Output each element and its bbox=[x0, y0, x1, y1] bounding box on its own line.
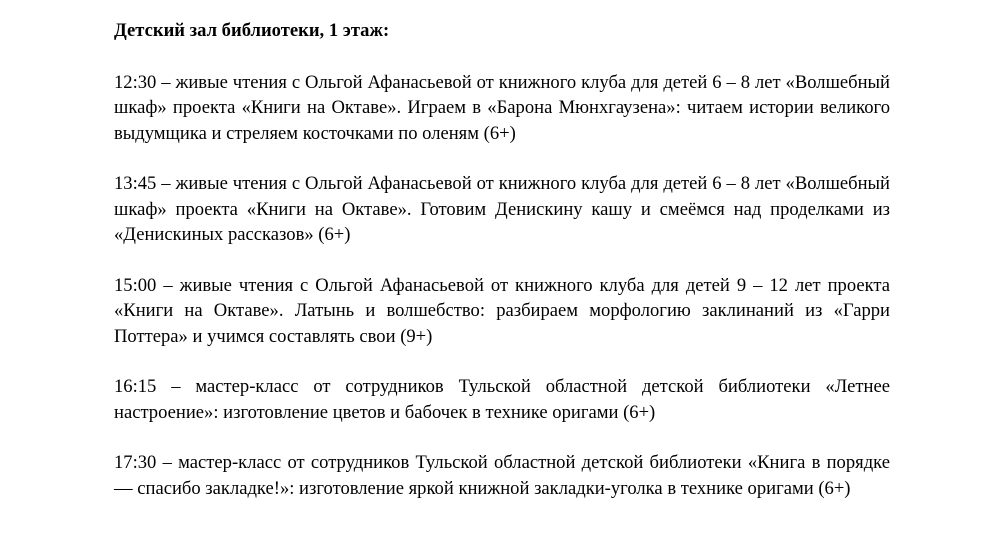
event-paragraph-1500: 15:00 – живые чтения с Ольгой Афанасьевой от книжного клуба для детей 9 – 12 лет проекта «Книги на Октаве». Латынь и волшебство: разбираем морфологию заклинаний из «Гарри Поттера» и учимся составлять свои (9+) bbox=[114, 274, 890, 347]
event-paragraph-1230: 12:30 – живые чтения с Ольгой Афанасьевой от книжного клуба для детей 6 – 8 лет «Волшебный шкаф» проекта «Книги на Октаве». Играем в «Барона Мюнхгаузена»: читаем истории великого выдумщика и стреляем косточками по оленям (6+) bbox=[114, 71, 890, 144]
section-heading: Детский зал библиотеки, 1 этаж: bbox=[114, 20, 390, 41]
document-page bbox=[114, 18, 890, 501]
event-paragraph-1730: 17:30 – мастер-класс от сотрудников Тульской областной детской библиотеки «Книга в порядке — спасибо закладке!»: изготовление яркой книжной закладки-уголка в технике оригами (6+) bbox=[114, 452, 890, 499]
event-paragraph-1345: 13:45 – живые чтения с Ольгой Афанасьевой от книжного клуба для детей 6 – 8 лет «Волшебный шкаф» проекта «Книги на Октаве». Готовим Денискину кашу и смеёмся над проделками из «Денискиных рассказов» (6+) bbox=[114, 173, 890, 245]
event-paragraph-1615: 16:15 – мастер-класс от сотрудников Тульской областной детской библиотеки «Летнее настроение»: изготовление цветов и бабочек в технике оригами (6+) bbox=[114, 376, 890, 423]
